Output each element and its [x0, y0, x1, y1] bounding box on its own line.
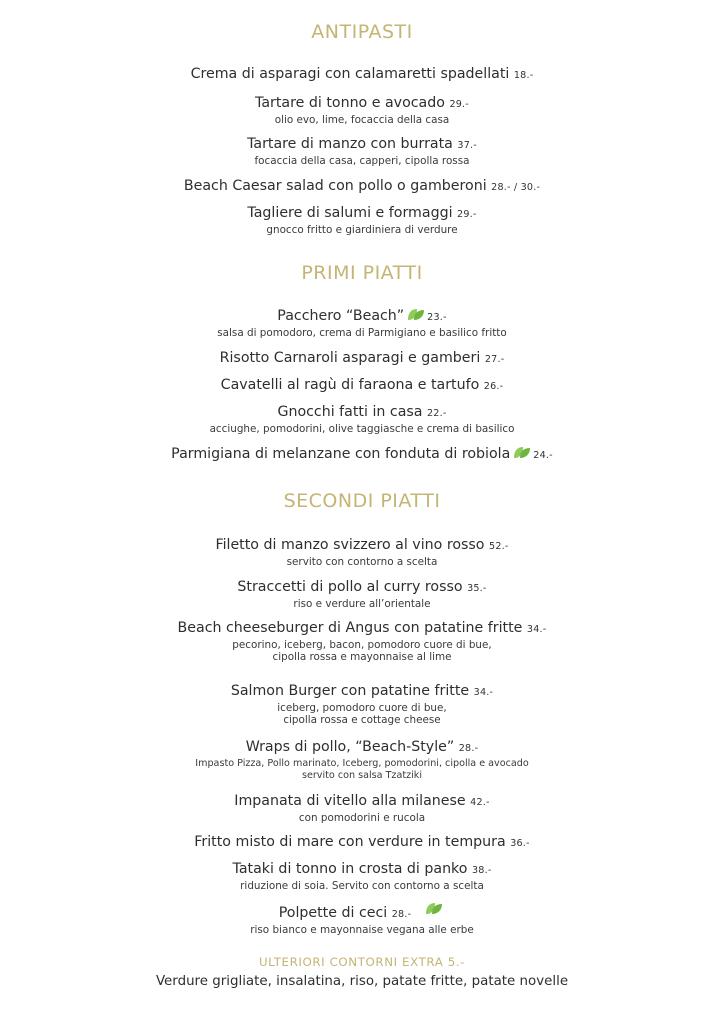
item-description: con pomodorini e rucola: [298, 812, 426, 824]
item-description: servito con salsa Tzatziki: [301, 770, 423, 781]
leaf-icon: [513, 445, 531, 459]
menu-item: [0, 619, 724, 663]
item-name: Beach Caesar salad con pollo o gamberoni: [183, 178, 487, 194]
menu-item: [0, 177, 724, 197]
item-name: Parmigiana di melanzane con fonduta di robiola: [171, 446, 511, 462]
item-name: Tagliere di salumi e formaggi: [247, 205, 453, 221]
menu-item: [0, 860, 724, 892]
item-price: 22.-: [426, 408, 447, 419]
item-description: gnocco fritto e giardiniera di verdure: [266, 224, 458, 236]
item-price: 29.-: [457, 209, 477, 220]
item-price: 37.-: [457, 140, 477, 151]
item-name: Pacchero “Beach”: [277, 308, 405, 324]
menu-item: [0, 536, 724, 568]
item-name: Straccetti di pollo al curry rosso: [237, 579, 463, 595]
item-description: riso bianco e mayonnaise vegana alle erbe: [250, 924, 474, 936]
menu-item: [0, 578, 724, 610]
item-name: Filetto di manzo svizzero al vino rosso: [215, 537, 485, 553]
item-description: salsa di pomodoro, crema di Parmigiano e basilico fritto: [217, 327, 507, 339]
item-description: riduzione di soia. Servito con contorno a scelta: [240, 880, 484, 892]
item-price: 36.-: [510, 838, 530, 849]
item-name: Tataki di tonno in crosta di panko: [232, 861, 468, 877]
menu-item: [0, 135, 724, 167]
item-name: Crema di asparagi con calamaretti spadellati: [190, 66, 510, 82]
item-description: Impasto Pizza, Pollo marinato, Iceberg, pomodorini, cipolla e avocado: [195, 758, 529, 769]
item-description: iceberg, pomodoro cuore di bue,: [277, 702, 447, 714]
item-price: 38.-: [471, 865, 492, 876]
item-description: cipolla rossa e cottage cheese: [283, 714, 441, 726]
item-name: Tartare di tonno e avocado: [255, 95, 445, 111]
menu-item: [0, 833, 724, 853]
item-name: Wraps di pollo, “Beach-Style”: [245, 739, 455, 755]
leaf-icon: [425, 901, 443, 915]
menu-item: [0, 792, 724, 824]
item-description: acciughe, pomodorini, olive taggiasche e crema di basilico: [209, 423, 515, 435]
menu-item: [0, 376, 724, 396]
item-price: 34.-: [526, 624, 547, 635]
item-price: 18.-: [513, 70, 534, 81]
item-price: 26.-: [483, 381, 504, 392]
item-name: Risotto Carnaroli asparagi e gamberi: [219, 350, 481, 366]
item-price: 23.-: [427, 312, 447, 323]
item-price: 28.- / 30.-: [491, 182, 541, 193]
item-price: 52.-: [489, 541, 509, 552]
menu-item: [0, 94, 724, 126]
item-name: Fritto misto di mare con verdure in tempura: [194, 834, 506, 850]
item-name: Tartare di manzo con burrata: [247, 136, 453, 152]
menu-item: [0, 682, 724, 726]
item-description: cipolla rossa e mayonnaise al lime: [272, 651, 452, 663]
item-price: 42.-: [470, 797, 490, 808]
menu-item: [0, 738, 724, 782]
item-price: 34.-: [473, 687, 494, 698]
item-name: Gnocchi fatti in casa: [277, 404, 427, 420]
menu-item: [0, 307, 724, 339]
leaf-icon: [407, 307, 425, 321]
menu-item: [0, 403, 724, 435]
item-price: 35.-: [467, 583, 487, 594]
item-description: servito con contorno a scelta: [286, 556, 438, 568]
section-title-primi-piatti: PRIMI PIATTI: [301, 262, 423, 284]
item-description: olio evo, lime, focaccia della casa: [274, 114, 450, 126]
item-price: 27.-: [484, 354, 505, 365]
menu-item: [0, 445, 724, 465]
item-name: Cavatelli al ragù di faraona e tartufo: [220, 377, 480, 393]
menu-item: [0, 204, 724, 236]
section-title-secondi-piatti: SECONDI PIATTI: [283, 490, 441, 512]
item-price: 28.-: [391, 909, 412, 920]
item-price: 28.-: [458, 743, 479, 754]
item-price: 24.-: [533, 450, 553, 461]
item-description: focaccia della casa, capperi, cipolla rossa: [254, 155, 470, 167]
item-name: Polpette di ceci: [278, 905, 388, 921]
extras-title: ULTERIORI CONTORNI EXTRA 5.-: [258, 955, 466, 969]
item-name: Salmon Burger con patatine fritte: [230, 683, 470, 699]
section-title-antipasti: ANTIPASTI: [311, 21, 413, 43]
item-name: Impanata di vitello alla milanese: [234, 793, 466, 809]
item-name: Beach cheeseburger di Angus con patatine fritte: [177, 620, 523, 636]
menu-item: [0, 65, 724, 85]
item-description: riso e verdure all’orientale: [293, 598, 431, 610]
menu-item: [0, 349, 724, 369]
item-price: 29.-: [449, 99, 469, 110]
item-description: pecorino, iceberg, bacon, pomodoro cuore di bue,: [232, 639, 492, 651]
menu-item: [0, 901, 724, 936]
extras-list: Verdure grigliate, insalatina, riso, patate fritte, patate novelle: [155, 974, 569, 989]
